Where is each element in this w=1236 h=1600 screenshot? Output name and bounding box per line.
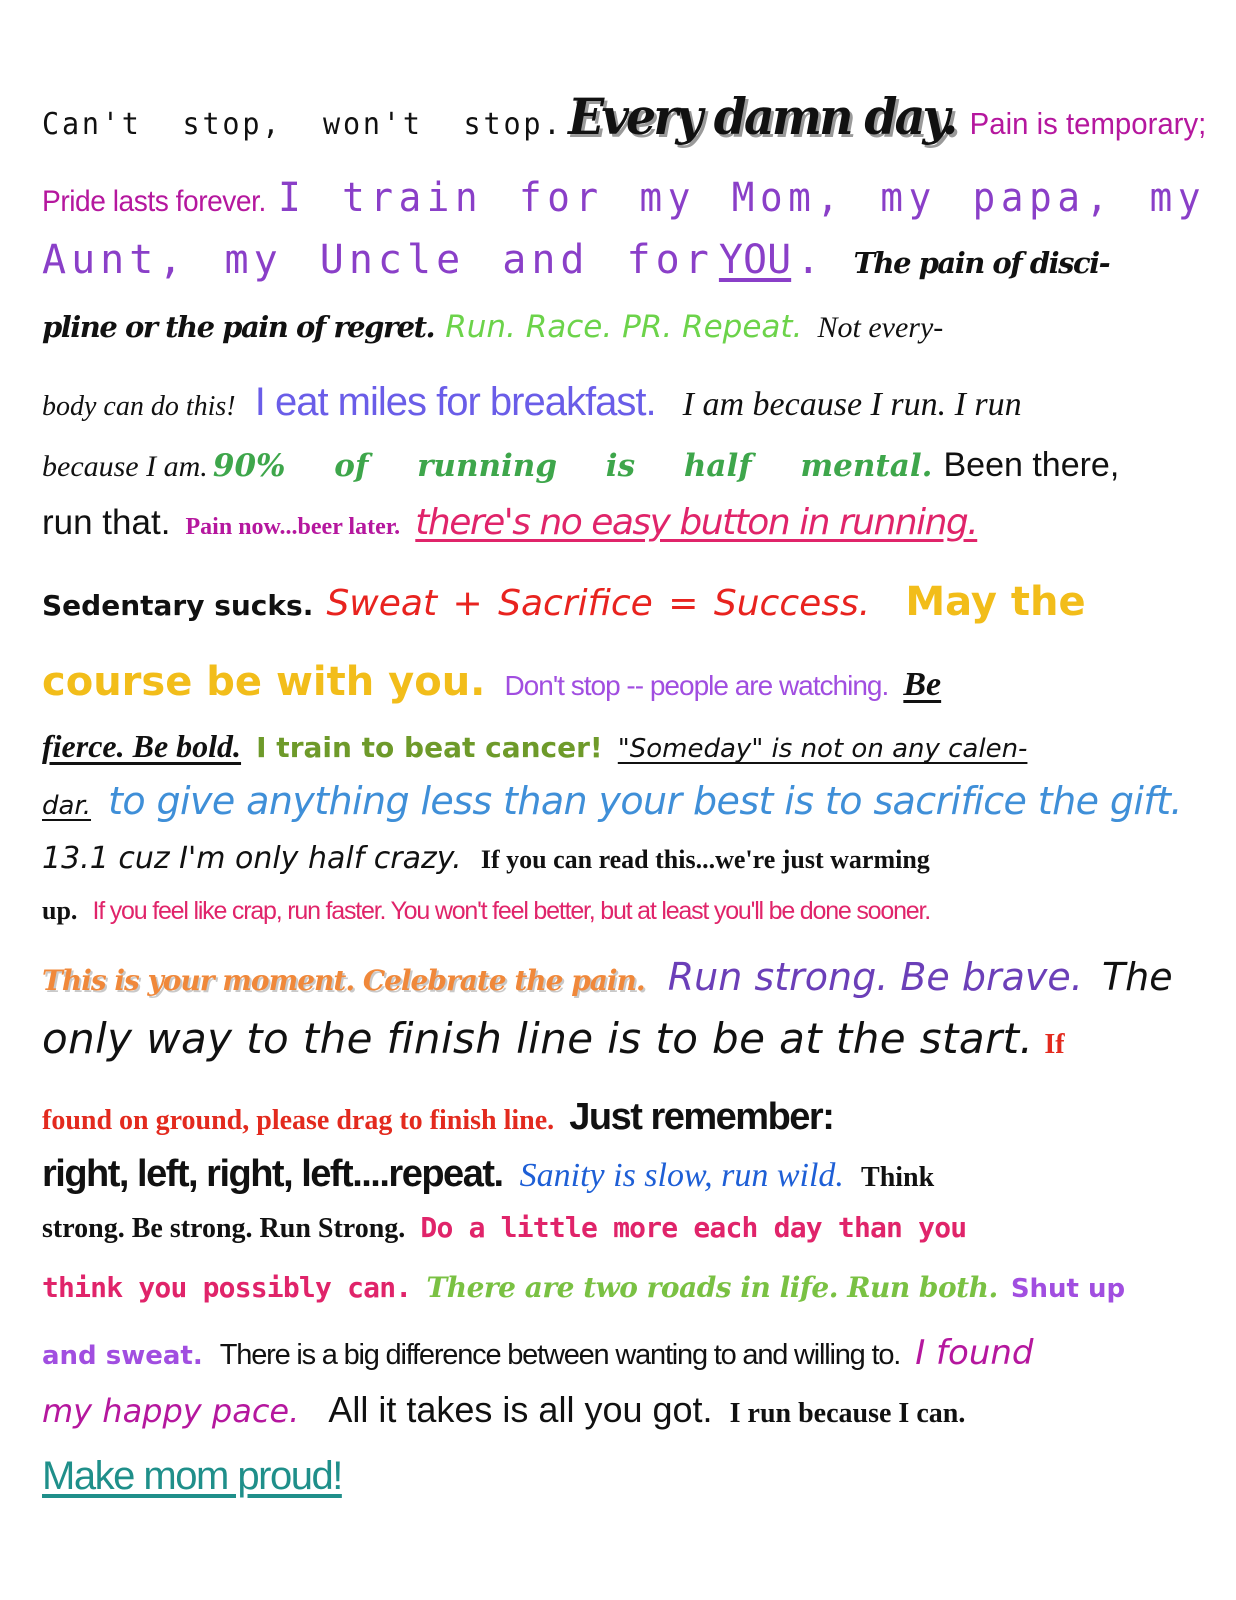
quote-because-i-am: because I am. [42,450,208,483]
quote-sanity-slow: Sanity is slow, run wild. [519,1157,844,1194]
row-11 [42,779,1182,823]
row-22 [42,1456,342,1496]
row-14 [42,955,1173,999]
quote-pain-now-beer: Pain now...beer later. [185,514,401,540]
row-18 [42,1211,967,1244]
row-21 [42,1389,966,1430]
row-20 [42,1333,1034,1373]
quote-think-b: strong. Be strong. Run Strong. [42,1213,406,1244]
quote-shut-up-b: and sweat. [42,1341,203,1371]
row-6 [42,448,1119,482]
quote-cant-stop: Can't stop, won't stop. [42,107,564,142]
quote-been-there-a: Been there, [943,446,1120,484]
quote-run-strong-brave: Run strong. Be brave. [667,955,1083,999]
quote-be-a: Be [903,666,942,703]
quote-dont-stop: Don't stop -- people are watching. [504,670,889,701]
row-16 [42,1098,833,1136]
quote-aunt-uncle: Aunt, my Uncle and for [42,237,714,283]
quote-two-roads: There are two roads in life. Run both. [426,1271,998,1304]
quote-pain-of-discipline-a: The pain of disci- [853,246,1110,280]
row-9 [42,659,942,705]
quote-train-beat-cancer: I train to beat cancer! [256,731,603,764]
quote-if-found-b: found on ground, please drag to finish line. [42,1105,555,1136]
quote-i-train-for: I train for my Mom, my papa, my [278,175,1207,221]
quote-not-everybody-a: Not every- [817,311,944,344]
row-7 [42,502,978,543]
quote-half-crazy: 13.1 cuz I'm only half crazy. [42,841,462,876]
quote-do-a-little-a: Do a little more each day than you [420,1211,967,1244]
row-4 [42,309,944,345]
quote-may-the: May the [905,579,1086,625]
quote-your-moment: This is your moment. Celebrate the pain. [42,964,645,997]
quote-fierce-bold: fierce. Be bold. [42,728,242,764]
quote-you: YOU [718,237,792,283]
quote-someday-b: dar. [42,791,92,821]
quote-pain-of-discipline-b: pline or the pain of regret. [42,310,435,344]
quote-pride-lasts: Pride lasts forever. [42,185,266,218]
row-12 [42,841,930,876]
quote-think-a: Think [861,1162,935,1193]
row-15 [42,1014,1065,1063]
quote-feel-like-crap: If you feel like crap, run faster. You won't feel better, but at least you'll be done sooner. [92,897,930,925]
row-8 [42,579,1086,625]
quote-you-period: . [796,237,821,283]
quote-pain-temporary: Pain is temporary; [969,106,1207,141]
row-3 [42,237,1110,283]
quote-ninety-percent: 90% of running is half mental. [212,448,933,484]
quote-been-there-b: run that. [42,503,171,542]
quote-read-this-b: up. [42,896,78,925]
row-13 [42,898,930,924]
row-5 [42,382,1022,422]
quote-happy-pace-b: my happy pace. [42,1392,300,1430]
quote-course-be-with-you: course be with you. [42,659,486,705]
row-10 [42,730,1027,762]
row-17 [42,1155,934,1193]
quote-i-am-because: I am because I run. I run [682,386,1022,423]
quote-all-it-takes: All it takes is all you got. [328,1389,713,1430]
quote-no-easy-button: there's no easy button in running. [415,502,978,543]
row-2 [42,175,1207,221]
quote-read-this-a: If you can read this...we're just warming [480,845,930,874]
quote-run-race-pr: Run. Race. PR. Repeat. [445,309,803,345]
quote-if-found-a: If [1044,1029,1065,1060]
quote-someday-a: "Someday" is not on any calen- [617,734,1028,764]
quote-sweat-sacrifice: Sweat + Sacrifice = Success. [326,583,871,624]
quote-give-anything: to give anything less than your best is to sacrifice the gift. [108,779,1182,823]
quote-run-because-i-can: I run because I can. [729,1398,966,1429]
quote-big-difference: There is a big difference between wanting to and willing to. [219,1339,901,1371]
quote-just-remember-b: right, left, right, left....repeat. [42,1153,503,1195]
quote-do-a-little-b: think you possibly can. [42,1271,412,1304]
quote-shut-up-a: Shut up [1010,1274,1126,1304]
quote-just-remember-a: Just remember: [569,1096,834,1138]
row-1 [42,87,1207,146]
quote-eat-miles: I eat miles for breakfast. [254,380,656,424]
quote-not-everybody-b: body can do this! [42,391,236,422]
quote-only-way: only way to the finish line is to be at the start. [42,1014,1034,1063]
quote-every-damn-day: Every damn day. [568,87,956,146]
quote-sedentary-sucks: Sedentary sucks. [42,589,314,622]
quote-happy-pace-a: I found [915,1333,1034,1373]
quote-make-mom-proud: Make mom proud! [42,1454,342,1498]
quote-the-a: The [1101,955,1173,999]
row-19 [42,1271,1126,1304]
